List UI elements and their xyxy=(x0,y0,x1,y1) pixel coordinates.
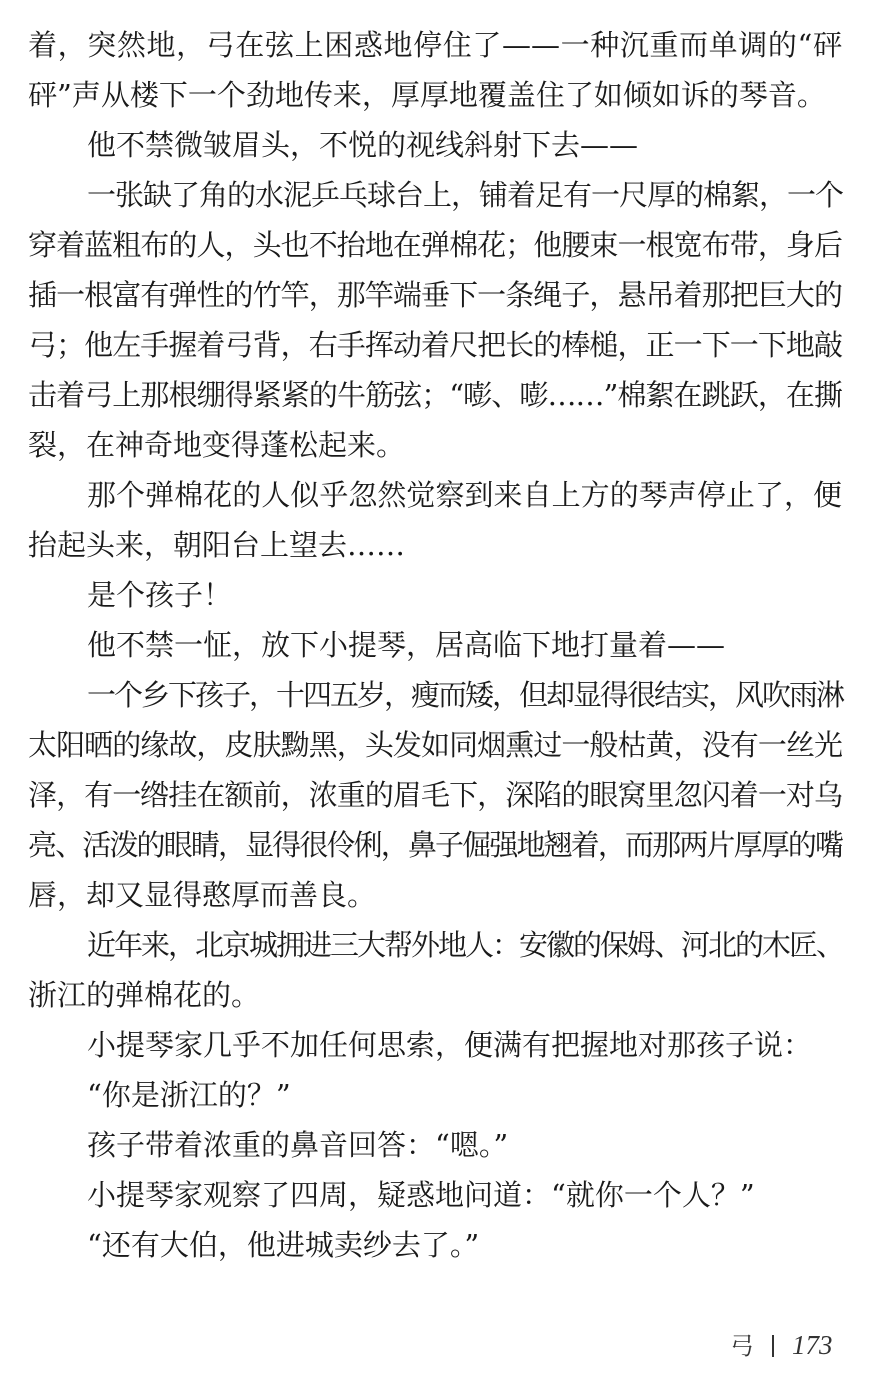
text-line: 抬起头来，朝阳台上望去…… xyxy=(28,528,406,562)
text-line: 太阳晒的缘故，皮肤黝黑，头发如同烟熏过一般枯黄，没有一丝光 xyxy=(28,728,842,762)
text-line: 他不禁微皱眉头，不悦的视线斜射下去—— xyxy=(87,128,639,162)
text-line: 弓；他左手握着弓背，右手挥动着尺把长的棒槌，正一下一下地敲 xyxy=(28,328,842,362)
footer-divider xyxy=(772,1335,774,1357)
chapter-title: 弓 xyxy=(730,1332,754,1360)
text-line: 泽，有一绺挂在额前，浓重的眉毛下，深陷的眼窝里忽闪着一对乌 xyxy=(28,778,842,812)
text-line: 击着弓上那根绷得紧紧的牛筋弦；“嘭、嘭……”棉絮在跳跃，在撕 xyxy=(28,378,842,412)
text-line: 浙江的弹棉花的。 xyxy=(28,978,261,1012)
text-line: 插一根富有弹性的竹竿，那竿端垂下一条绳子，悬吊着那把巨大的 xyxy=(28,278,842,312)
text-line: 砰”声从楼下一个劲地传来，厚厚地覆盖住了如倾如诉的琴音。 xyxy=(28,78,826,112)
text-line: “还有大伯，他进城卖纱去了。” xyxy=(87,1228,480,1262)
text-line: 穿着蓝粗布的人，头也不抬地在弹棉花；他腰束一根宽布带，身后 xyxy=(28,228,842,262)
text-line: 着，突然地，弓在弦上困惑地停住了——一种沉重而单调的“砰 xyxy=(28,28,842,62)
text-line: 那个弹棉花的人似乎忽然觉察到来自上方的琴声停止了，便 xyxy=(87,478,842,512)
text-line: 小提琴家观察了四周，疑惑地问道：“就你一个人？” xyxy=(87,1178,755,1212)
page-footer xyxy=(730,1330,833,1361)
text-line: 小提琴家几乎不加任何思索，便满有把握地对那孩子说： xyxy=(87,1028,813,1062)
text-line: 一张缺了角的水泥乒乓球台上，铺着足有一尺厚的棉絮，一个 xyxy=(87,178,844,212)
text-line: 亮、活泼的眼睛，显得很伶俐，鼻子倔强地翘着，而那两片厚厚的嘴 xyxy=(28,828,842,862)
text-line: 是个孩子！ xyxy=(87,578,233,612)
page-number: 173 xyxy=(792,1330,833,1360)
text-line: 一个乡下孩子，十四五岁，瘦而矮，但却显得很结实，风吹雨淋 xyxy=(87,678,844,712)
text-line: 他不禁一怔，放下小提琴，居高临下地打量着—— xyxy=(87,628,726,662)
text-line: 近年来，北京城拥进三大帮外地人：安徽的保姆、河北的木匠、 xyxy=(87,928,844,962)
text-line: 唇，却又显得憨厚而善良。 xyxy=(28,878,377,912)
text-line: 裂，在神奇地变得蓬松起来。 xyxy=(28,428,406,462)
text-line: 孩子带着浓重的鼻音回答：“嗯。” xyxy=(87,1128,509,1162)
text-line: “你是浙江的？” xyxy=(87,1078,291,1112)
